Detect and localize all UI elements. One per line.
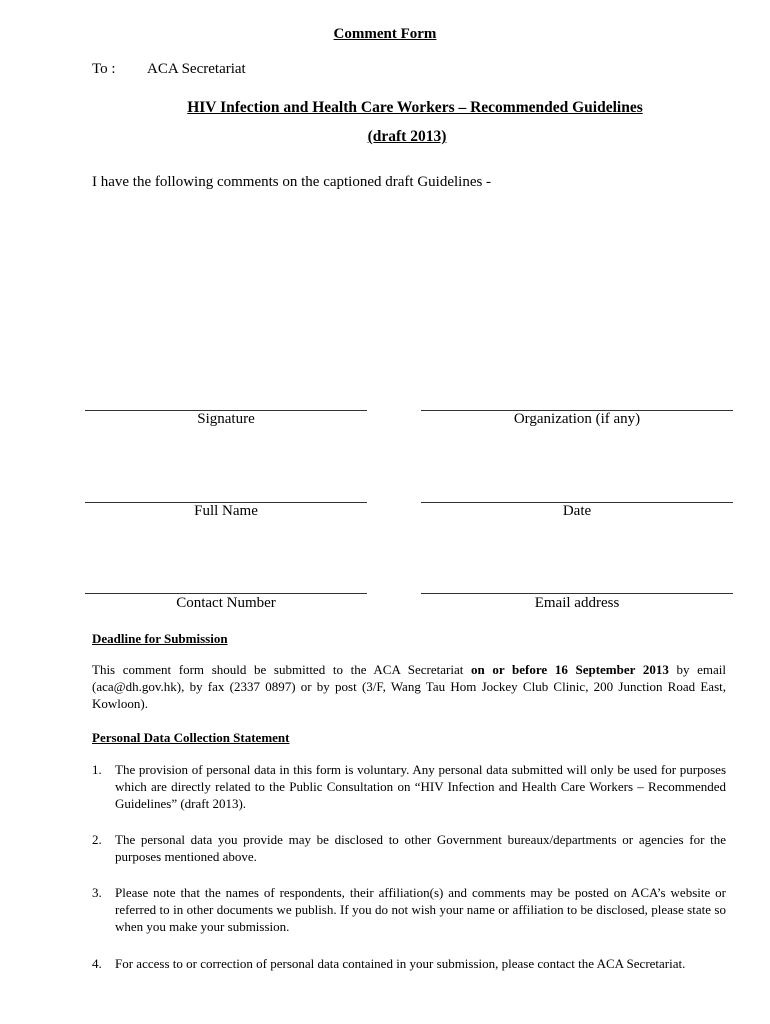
document-heading: HIV Infection and Health Care Workers – Recommended Guidelines — [187, 99, 643, 116]
intro-text: I have the following comments on the captioned draft Guidelines - — [92, 174, 492, 190]
pdcs-item — [92, 831, 726, 865]
pdcs-item-text: The provision of personal data in this form is voluntary. Any personal data submitted will only be used for purposes which are directly related to the Public Consultation on “HIV Infection and Health Care Workers – Recommended Guidelines” (draft 2013). — [115, 762, 726, 811]
document-heading-draft: (draft 2013) — [367, 128, 447, 145]
pdcs-item — [92, 884, 726, 935]
pdcs-item — [92, 955, 726, 972]
deadline-text-start: This comment form should be submitted to the ACA Secretariat — [92, 662, 471, 677]
contact-number-line[interactable] — [85, 593, 367, 594]
contact-number-label: Contact Number — [176, 595, 276, 611]
pdcs-item-number: 2. — [92, 832, 102, 847]
deadline-heading: Deadline for Submission — [92, 631, 228, 646]
pdcs-item-number: 3. — [92, 885, 102, 900]
pdcs-item-text: For access to or correction of personal data contained in your submission, please contact the ACA Secretariat. — [115, 956, 686, 971]
signature-label: Signature — [197, 411, 255, 427]
deadline-text — [92, 661, 726, 712]
email-line[interactable] — [421, 593, 733, 594]
pdcs-item-number: 1. — [92, 762, 102, 777]
pdcs-item — [92, 761, 726, 812]
recipient: ACA Secretariat — [147, 61, 246, 77]
pdcs-item-number: 4. — [92, 956, 102, 971]
pdcs-item-text: The personal data you provide may be disclosed to other Government bureaux/departments or agencies for the purposes mentioned above. — [115, 832, 726, 864]
deadline-date: on or before 16 September 2013 — [471, 662, 669, 677]
form-title: Comment Form — [333, 26, 437, 42]
to-label: To : — [92, 61, 116, 77]
email-label: Email address — [534, 595, 620, 611]
pdcs-item-text: Please note that the names of respondents, their affiliation(s) and comments may be posted on ACA’s website or referred to in other documents we publish. If you do not wish your name or affiliation to be disclosed, please state so when you make your submission. — [115, 885, 726, 934]
date-label: Date — [562, 503, 592, 519]
full-name-label: Full Name — [194, 503, 258, 519]
organization-label: Organization (if any) — [513, 411, 641, 427]
pdcs-heading: Personal Data Collection Statement — [92, 730, 290, 745]
deadline-text-end: by email (aca@dh.gov.hk), by fax (2337 0897) or by post (3/F, Wang Tau Hom Jockey Club Clinic, 200 Junction Road East, Kowloon). — [92, 662, 726, 711]
